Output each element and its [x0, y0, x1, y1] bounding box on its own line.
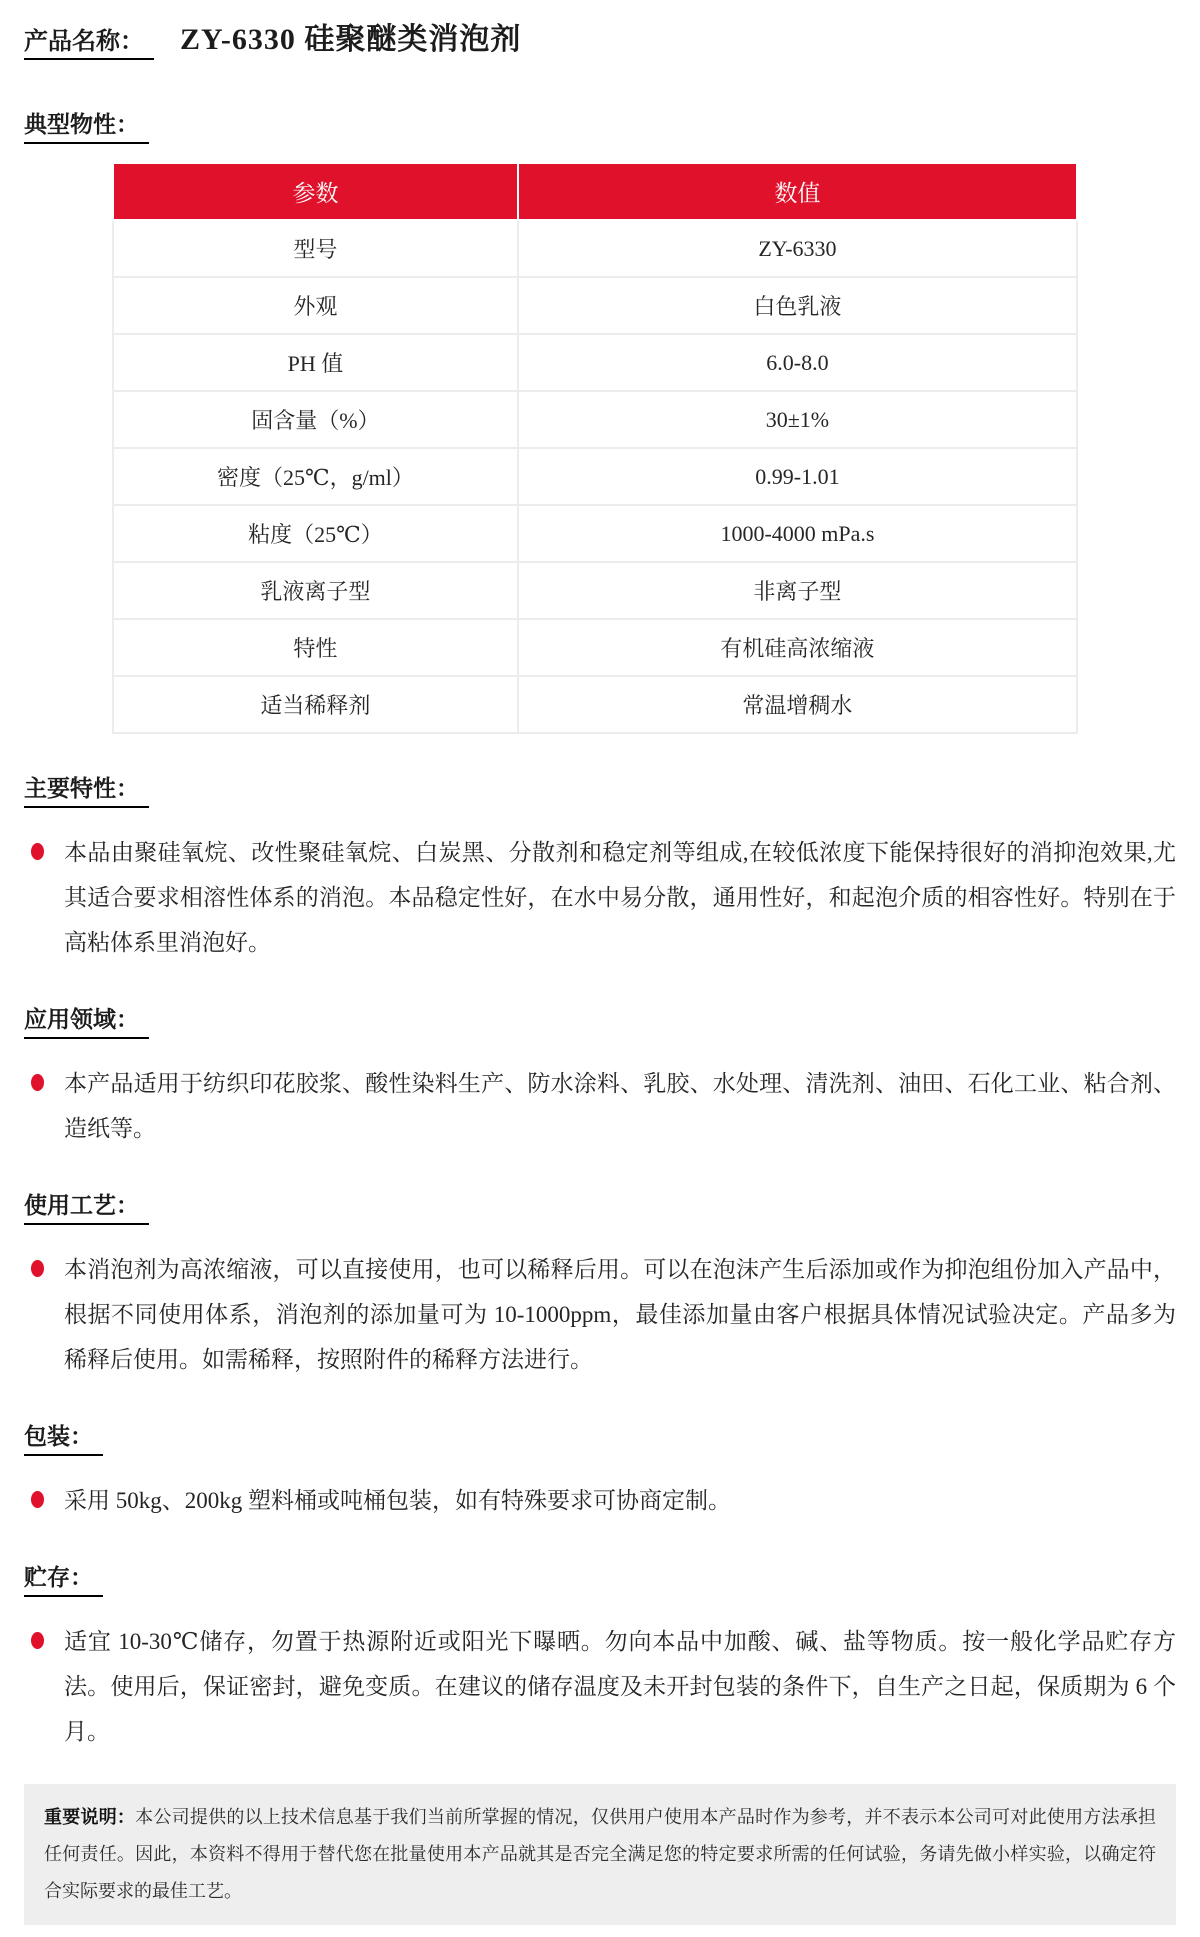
table-row [113, 391, 1077, 448]
value-cell: 白色乳液 [518, 277, 1077, 334]
column-header-parameter: 参数 [113, 163, 518, 220]
section-heading-packaging: 包装： [24, 1418, 103, 1456]
table-row [113, 505, 1077, 562]
bullet-icon [31, 843, 44, 860]
bullet-item [24, 1478, 1176, 1523]
bullet-icon [31, 1260, 44, 1277]
value-cell: 非离子型 [518, 562, 1077, 619]
bullet-text: 采用 50kg、200kg 塑料桶或吨桶包装，如有特殊要求可协商定制。 [64, 1488, 731, 1513]
table-header-row [113, 163, 1077, 220]
param-cell: 乳液离子型 [113, 562, 518, 619]
value-cell: 1000-4000 mPa.s [518, 505, 1077, 562]
section-heading-storage: 贮存： [24, 1559, 103, 1597]
param-cell: 固含量（%） [113, 391, 518, 448]
bullet-item [24, 1061, 1176, 1151]
page-title: ZY-6330 硅聚醚类消泡剂 [180, 23, 522, 56]
bullet-item [24, 830, 1176, 965]
table-row [113, 334, 1077, 391]
table-row [113, 562, 1077, 619]
bullet-icon [31, 1074, 44, 1091]
value-cell: 常温增稠水 [518, 676, 1077, 733]
section-heading-typical-properties: 典型物性： [24, 106, 149, 144]
product-name-label: 产品名称： [24, 21, 154, 60]
bullet-icon [31, 1491, 44, 1508]
bullet-text: 本产品适用于纺织印花胶浆、酸性染料生产、防水涂料、乳胶、水处理、清洗剂、油田、石化工业、粘合剂、造纸等。 [64, 1071, 1176, 1141]
section-heading-usage-process: 使用工艺： [24, 1187, 149, 1225]
important-note-label: 重要说明： [44, 1807, 136, 1827]
bullet-text: 本品由聚硅氧烷、改性聚硅氧烷、白炭黑、分散剂和稳定剂等组成,在较低浓度下能保持很好的消抑泡效果,尤其适合要求相溶性体系的消泡。本品稳定性好，在水中易分散，通用性好，和起泡介质的相容性好。特别在于高粘体系里消泡好。 [64, 840, 1176, 955]
product-name-row [24, 14, 1176, 60]
value-cell: 6.0-8.0 [518, 334, 1077, 391]
value-cell: 有机硅高浓缩液 [518, 619, 1077, 676]
properties-table [112, 162, 1078, 734]
important-note-text: 本公司提供的以上技术信息基于我们当前所掌握的情况，仅供用户使用本产品时作为参考，并不表示本公司可对此使用方法承担任何责任。因此，本资料不得用于替代您在批量使用本产品就其是否完全满足您的特定要求所需的任何试验，务请先做小样实验，以确定符合实际要求的最佳工艺。 [44, 1807, 1156, 1901]
param-cell: 密度（25℃，g/ml） [113, 448, 518, 505]
value-cell: 30±1% [518, 391, 1077, 448]
param-cell: 特性 [113, 619, 518, 676]
bullet-item [24, 1619, 1176, 1754]
table-row [113, 619, 1077, 676]
value-cell: 0.99-1.01 [518, 448, 1077, 505]
table-row [113, 676, 1077, 733]
param-cell: 型号 [113, 220, 518, 277]
bullet-icon [31, 1632, 44, 1649]
section-heading-applications: 应用领域： [24, 1001, 149, 1039]
param-cell: 粘度（25℃） [113, 505, 518, 562]
param-cell: 适当稀释剂 [113, 676, 518, 733]
bullet-text: 本消泡剂为高浓缩液，可以直接使用，也可以稀释后用。可以在泡沫产生后添加或作为抑泡组份加入产品中，根据不同使用体系，消泡剂的添加量可为 10-1000ppm，最佳添加量由客户根据具体情况试验决定。产品多为稀释后使用。如需稀释，按照附件的稀释方法进行。 [64, 1257, 1176, 1372]
column-header-value: 数值 [518, 163, 1077, 220]
bullet-item [24, 1247, 1176, 1382]
param-cell: 外观 [113, 277, 518, 334]
param-cell: PH 值 [113, 334, 518, 391]
value-cell: ZY-6330 [518, 220, 1077, 277]
table-row [113, 448, 1077, 505]
bullet-text: 适宜 10-30℃储存，勿置于热源附近或阳光下曝晒。勿向本品中加酸、碱、盐等物质。按一般化学品贮存方法。使用后，保证密封，避免变质。在建议的储存温度及未开封包装的条件下，自生产之日起，保质期为 6 个月。 [64, 1629, 1176, 1744]
table-row [113, 277, 1077, 334]
important-note [24, 1784, 1176, 1925]
section-heading-main-features: 主要特性： [24, 770, 149, 808]
table-row [113, 220, 1077, 277]
